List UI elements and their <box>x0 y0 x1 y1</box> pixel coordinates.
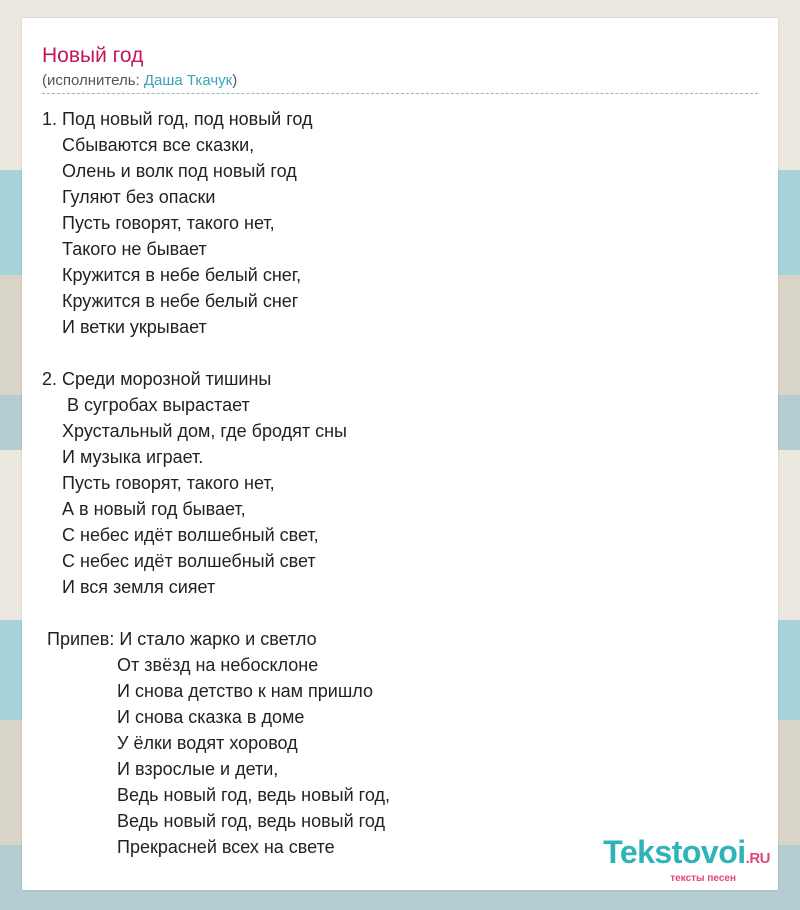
lyric-line: Кружится в небе белый снег <box>42 291 299 311</box>
divider <box>42 93 758 94</box>
lyric-line: Пусть говорят, такого нет, <box>42 473 275 493</box>
lyric-line: И вся земля сияет <box>42 577 216 597</box>
lyric-line: А в новый год бывает, <box>42 499 246 519</box>
logo-tagline: тексты песен <box>670 873 736 884</box>
lyric-line: 2. Среди морозной тишины <box>42 369 272 389</box>
performer-link[interactable]: Даша Ткачук <box>143 72 233 89</box>
lyric-line: И снова сказка в доме <box>42 707 305 727</box>
logo-domain: .RU <box>745 850 770 867</box>
site-logo <box>603 836 770 884</box>
logo-main-text: Tekstovoi <box>603 834 746 870</box>
lyric-line: Припев: И стало жарко и светло <box>42 629 317 649</box>
lyric-line: С небес идёт волшебный свет <box>42 551 316 571</box>
lyric-line: Кружится в небе белый снег, <box>42 265 302 285</box>
lyric-line: 1. Под новый год, под новый год <box>42 109 313 129</box>
lyric-line: И ветки укрывает <box>42 317 207 337</box>
lyrics-body <box>42 106 758 860</box>
lyric-line: Олень и волк под новый год <box>42 161 297 181</box>
lyric-line: И музыка играет. <box>42 447 204 467</box>
lyric-line <box>42 340 758 366</box>
lyric-line: У ёлки водят хоровод <box>42 733 298 753</box>
lyric-line: Хрустальный дом, где бродят сны <box>42 421 347 441</box>
lyric-line: От звёзд на небосклоне <box>42 655 319 675</box>
song-title: Новый год <box>42 44 144 67</box>
performer-line <box>42 72 237 89</box>
lyric-line: Такого не бывает <box>42 239 207 259</box>
lyric-line: И снова детство к нам пришло <box>42 681 374 701</box>
lyric-line: И взрослые и дети, <box>42 759 279 779</box>
lyric-line: Пусть говорят, такого нет, <box>42 213 275 233</box>
lyric-line: С небес идёт волшебный свет, <box>42 525 319 545</box>
lyric-line <box>42 600 758 626</box>
lyric-line: Гуляют без опаски <box>42 187 216 207</box>
lyric-line: В сугробах вырастает <box>42 395 250 415</box>
performer-suffix: ) <box>232 72 238 89</box>
lyric-line: Ведь новый год, ведь новый год, <box>42 785 390 805</box>
lyric-line: Ведь новый год, ведь новый год <box>42 811 385 831</box>
performer-prefix: (исполнитель: <box>42 72 144 89</box>
lyric-line: Прекрасней всех на свете <box>42 837 335 857</box>
lyric-line: Сбываются все сказки, <box>42 135 255 155</box>
logo-wordmark <box>603 836 770 875</box>
lyrics-card <box>22 18 778 890</box>
